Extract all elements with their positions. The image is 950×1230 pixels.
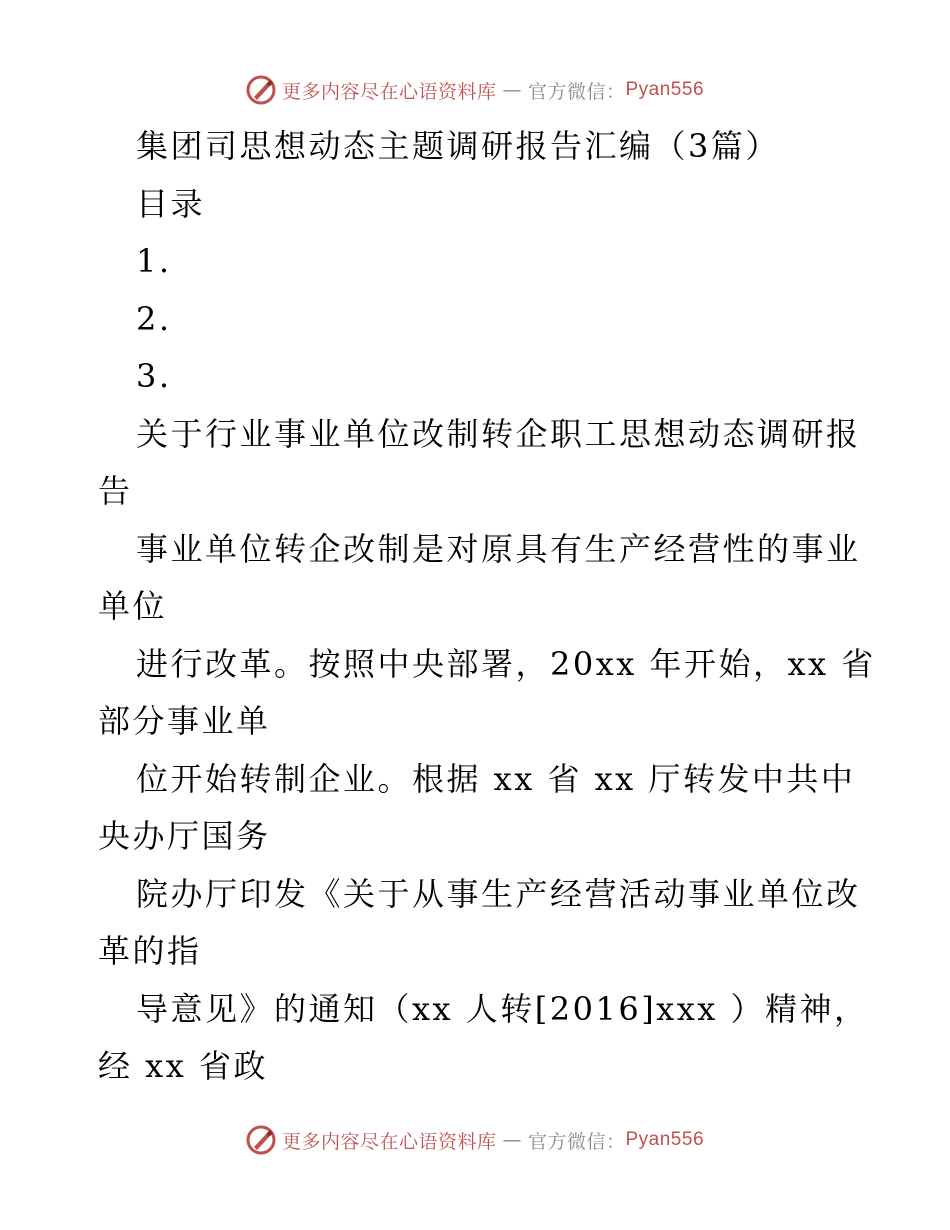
- body-line: 革的指: [98, 932, 202, 970]
- body-line: 进行改革。按照中央部署，20xx 年开始，xx 省: [136, 644, 876, 683]
- toc-item-1: 1.: [136, 242, 172, 280]
- watermark-brand-text: 更多内容尽在心语资料库: [281, 1130, 497, 1153]
- watermark-wechat-id: Pyan556: [625, 1129, 705, 1150]
- body-line: 位开始转制企业。根据 xx 省 xx 厅转发中共中: [136, 759, 856, 798]
- body-line: 经 xx 省政: [98, 1047, 268, 1085]
- header-watermark: [0, 70, 950, 110]
- watermark-wechat-label: 官方微信：: [527, 1130, 626, 1153]
- body-line: 导意见》的通知（xx 人转[2016]xxx ）精神，: [136, 989, 869, 1028]
- body-line: 院办厅印发《关于从事生产经营活动事业单位改: [136, 874, 861, 913]
- watermark-separator: —: [502, 79, 522, 101]
- footer-watermark: [0, 1120, 950, 1160]
- body-line: 单位: [98, 587, 168, 625]
- watermark-wechat-id: Pyan556: [625, 79, 705, 100]
- toc-item-2: 2.: [136, 299, 172, 338]
- watermark-wechat-label: 官方微信：: [527, 80, 626, 103]
- body-line: 告: [98, 472, 133, 510]
- body-line: 关于行业事业单位改制转企职工思想动态调研报: [136, 414, 861, 453]
- body-line: 事业单位转企改制是对原具有生产经营性的事业: [136, 529, 861, 568]
- watermark-brand-text: 更多内容尽在心语资料库: [281, 80, 497, 103]
- document-body: [98, 118, 876, 1096]
- body-line: 部分事业单: [98, 702, 271, 740]
- document-title: 集团司思想动态主题调研报告汇编（3篇）: [136, 127, 780, 165]
- watermark-separator: —: [502, 1129, 522, 1151]
- red-pen-logo-icon: [246, 1125, 276, 1155]
- toc-heading: 目录: [136, 184, 206, 223]
- red-pen-logo-icon: [246, 75, 276, 105]
- toc-item-3: 3.: [136, 357, 172, 395]
- body-line: 央办厅国务: [98, 817, 271, 855]
